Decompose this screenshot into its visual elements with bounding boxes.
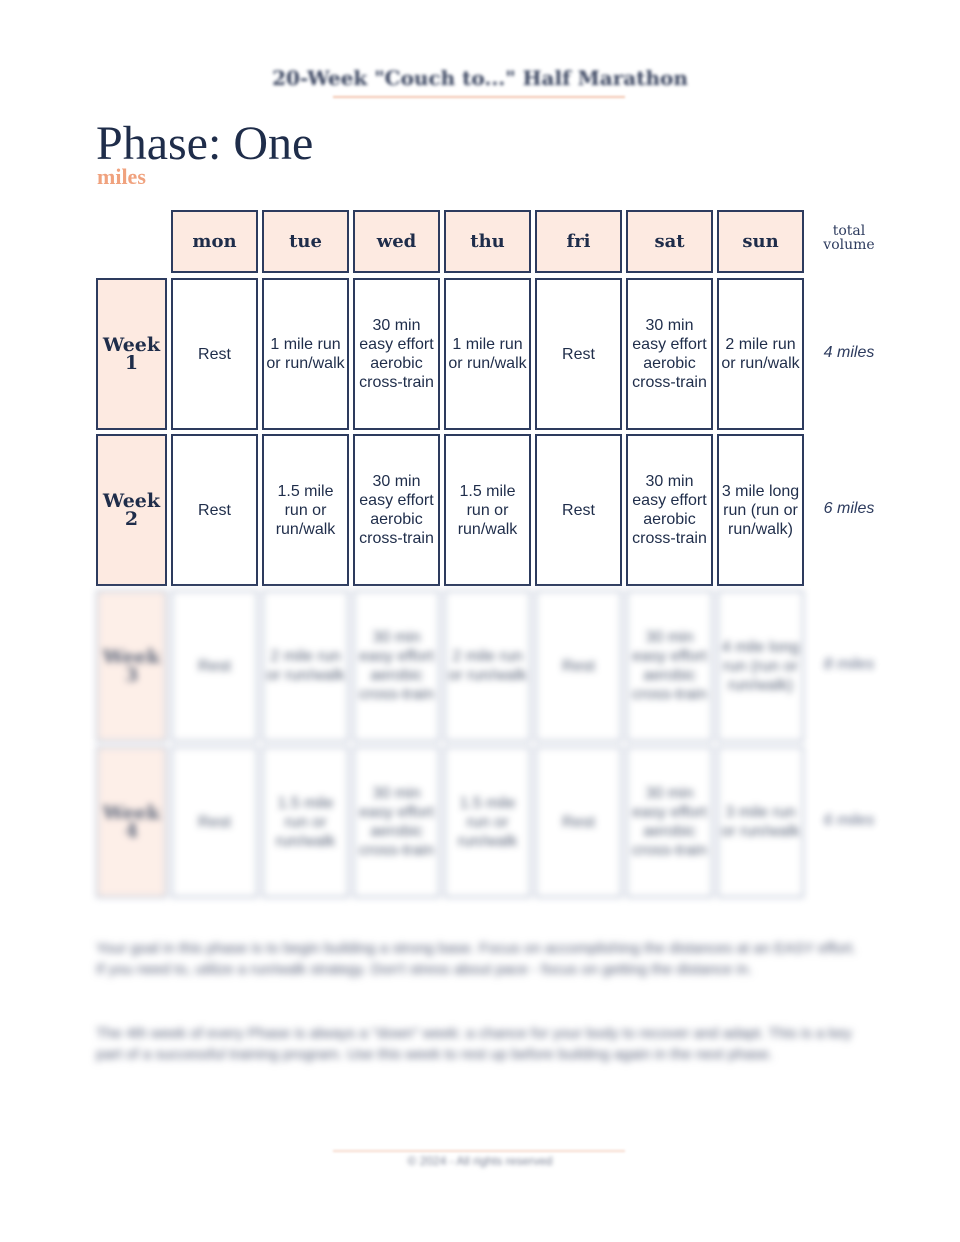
day-header-tue: tue — [262, 210, 349, 273]
week-total: 6 miles — [823, 812, 875, 829]
workout-cell-tue: 1.5 mile run or run/walk — [262, 434, 349, 586]
workout-cell-tue: 2 mile run or run/walk — [262, 590, 349, 742]
workout-cell-wed: 30 min easy effort aerobic cross-train — [353, 278, 440, 430]
week-label: Week 4 — [96, 746, 167, 898]
workout-cell-fri: Rest — [535, 278, 622, 430]
workout-cell-sun: 2 mile run or run/walk — [717, 278, 804, 430]
workout-cell-sat: 30 min easy effort aerobic cross-train — [626, 278, 713, 430]
week-label: Week 3 — [96, 590, 167, 742]
footer-copyright: © 2024 - All rights reserved — [407, 1154, 553, 1168]
workout-cell-mon: Rest — [171, 434, 258, 586]
workout-cell-wed: 30 min easy effort aerobic cross-train — [353, 434, 440, 586]
week-total: 6 miles — [823, 500, 875, 517]
day-header-sat: sat — [626, 210, 713, 273]
workout-cell-sun: 4 mile long run (run or run/walk) — [717, 590, 804, 742]
total-volume-header: total volume — [823, 223, 875, 253]
workout-cell-wed: 30 min easy effort aerobic cross-train — [353, 746, 440, 898]
workout-cell-sun: 3 mile long run (run or run/walk) — [717, 434, 804, 586]
workout-cell-sat: 30 min easy effort aerobic cross-train — [626, 746, 713, 898]
workout-cell-mon: Rest — [171, 590, 258, 742]
workout-cell-tue: 1 mile run or run/walk — [262, 278, 349, 430]
workout-cell-wed: 30 min easy effort aerobic cross-train — [353, 590, 440, 742]
workout-cell-thu: 1.5 mile run or run/walk — [444, 746, 531, 898]
day-header-mon: mon — [171, 210, 258, 273]
footer-divider — [333, 1150, 625, 1152]
day-header-thu: thu — [444, 210, 531, 273]
workout-cell-mon: Rest — [171, 278, 258, 430]
workout-cell-fri: Rest — [535, 590, 622, 742]
workout-cell-thu: 1.5 mile run or run/walk — [444, 434, 531, 586]
workout-cell-thu: 1 mile run or run/walk — [444, 278, 531, 430]
day-header-fri: fri — [535, 210, 622, 273]
workout-cell-fri: Rest — [535, 434, 622, 586]
phase-unit: miles — [97, 164, 146, 189]
workout-cell-mon: Rest — [171, 746, 258, 898]
intro-paragraph: Your goal in this phase is to begin building a strong base. Focus on accomplishing the distances at an EASY effort. If you need to, utilize a run/walk strategy. Don't stress about pace - focus on getting the distance in. — [96, 940, 857, 978]
workout-cell-sat: 30 min easy effort aerobic cross-train — [626, 434, 713, 586]
week-label: Week 2 — [96, 434, 167, 586]
week-total: 8 miles — [823, 656, 875, 673]
document-title: 20-Week "Couch to..." Half Marathon — [272, 66, 688, 90]
workout-cell-sun: 3 mile run or run/walk — [717, 746, 804, 898]
down-week-paragraph: The 4th week of every Phase is always a "down" week: a chance for your body to recover and adapt. This is a key part of a successful training program. Use this week to rest up before building again in the next phase. — [96, 1025, 852, 1063]
week-total: 4 miles — [823, 344, 875, 361]
header-divider — [333, 96, 625, 98]
workout-cell-fri: Rest — [535, 746, 622, 898]
workout-cell-thu: 2 mile run or run/walk — [444, 590, 531, 742]
day-header-wed: wed — [353, 210, 440, 273]
phase-title: Phase: One — [96, 117, 314, 170]
week-label: Week 1 — [96, 278, 167, 430]
day-header-sun: sun — [717, 210, 804, 273]
workout-cell-tue: 1.5 mile run or run/walk — [262, 746, 349, 898]
workout-cell-sat: 30 min easy effort aerobic cross-train — [626, 590, 713, 742]
